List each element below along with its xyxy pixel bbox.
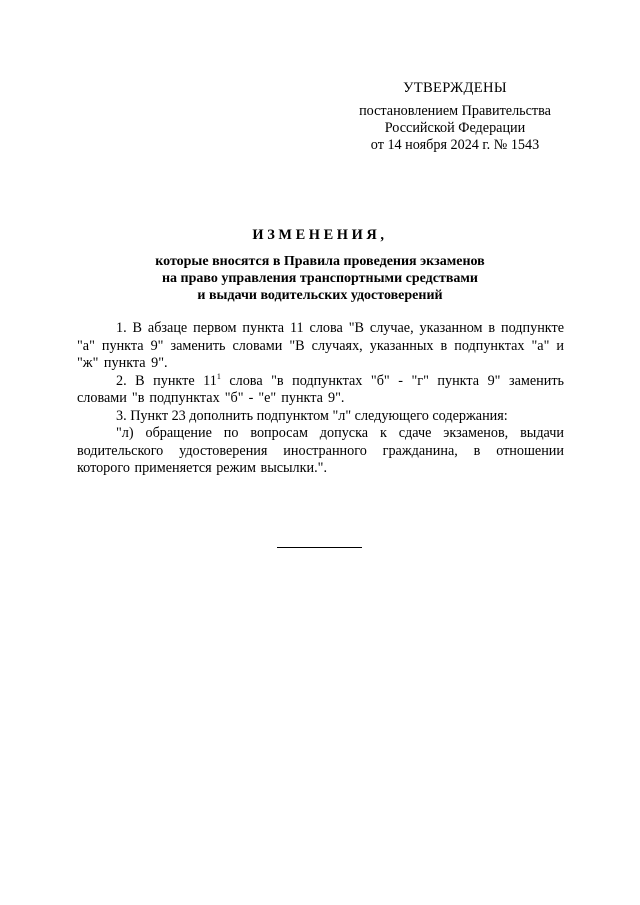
end-divider [277, 547, 362, 548]
document-title-block [77, 227, 563, 304]
subtitle-line-1: которые вносятся в Правила проведения экзаменов [155, 254, 485, 269]
item-2-text-end: слова "в подпунктах "б" - "г" пункта 9" заменить словами "в подпунктах "б" - "е" пункта 9". [77, 372, 565, 406]
superscript-index: 1 [216, 371, 221, 381]
subtitle-line-2: на право управления транспортными средствами [161, 271, 478, 286]
paragraph-item-1: 1. В абзаце первом пункта 11 слова "В случае, указанном в подпункте "а" пункта 9" заменить словами "В случаях, указанных в подпунктах "а" и "ж" пункта 9". [77, 320, 564, 371]
approved-label: УТВЕРЖДЕНЫ [403, 80, 507, 96]
paragraph-item-3: 3. Пункт 23 дополнить подпунктом "л" следующего содержания: [116, 407, 508, 424]
subtitle-line-3: и выдачи водительских удостоверений [197, 288, 443, 303]
document-title: ИЗМЕНЕНИЯ, [252, 227, 388, 243]
approval-stamp [345, 80, 565, 154]
approval-line-2: Российской Федерации [384, 120, 526, 136]
approval-line-1: постановлением Правительства [359, 103, 551, 119]
paragraph-item-2 [77, 373, 564, 408]
item-2-text-start: 2. В пункте 11 [116, 372, 217, 389]
document-body [77, 320, 564, 478]
paragraph-item-3-text: "л) обращение по вопросам допуска к сдаче экзаменов, выдачи водительского удостоверения иностранного гражданина, в отношении которого применяется режим высылки.". [77, 425, 564, 476]
approval-line-3: от 14 ноября 2024 г. № 1543 [370, 137, 540, 153]
